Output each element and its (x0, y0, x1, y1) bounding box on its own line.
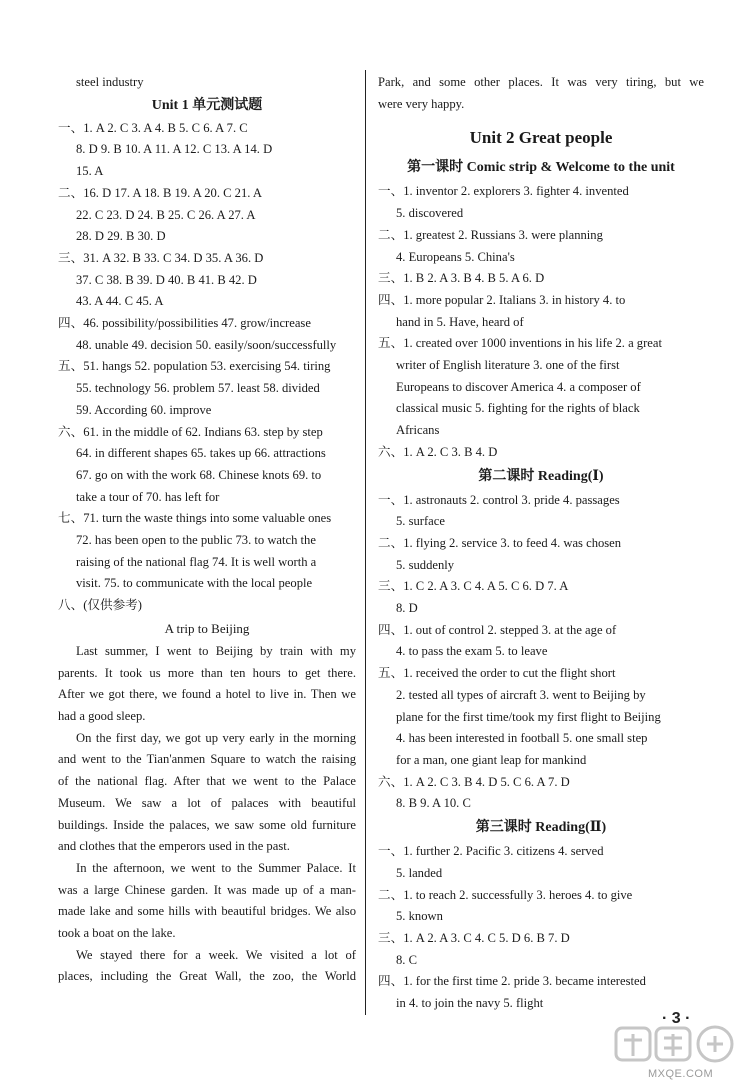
lesson1-heading: 第一课时 Comic strip & Welcome to the unit (407, 160, 675, 176)
essay-line: Museum. We saw a lot of palaces with beautiful (58, 795, 356, 810)
answer-line: 8. B 9. A 10. C (396, 796, 471, 811)
answer-line: 15. A (76, 164, 104, 179)
answer-line: 5. suddenly (396, 557, 455, 572)
answer-line: 二、1. to reach 2. successfully 3. heroes 4. to give (378, 887, 633, 902)
answer-line: 8. C (396, 952, 417, 967)
essay-line: made lake and some hills with beautiful bridges. We also (58, 904, 356, 919)
essay-line: took a boat on the lake. (58, 926, 176, 941)
answer-line: 43. A 44. C 45. A (76, 294, 164, 309)
answer-line: 一、1. astronauts 2. control 3. pride 4. passages (378, 492, 620, 507)
answer-line: 四、46. possibility/possibilities 47. grow/increase (58, 316, 311, 331)
lesson2-heading: 第二课时 Reading(Ⅰ) (478, 468, 604, 484)
answer-line: 三、1. B 2. A 3. B 4. B 5. A 6. D (378, 271, 545, 286)
essay-line: On the first day, we got up very early in the morning (76, 730, 356, 745)
answer-line: 六、61. in the middle of 62. Indians 63. step by step (58, 424, 323, 439)
answer-line: 六、1. A 2. C 3. B 4. D (378, 444, 498, 459)
left-column (58, 72, 356, 988)
essay-line: parents. It took us more than ten hours to get there. (58, 665, 356, 680)
answer-line: 四、1. out of control 2. stepped 3. at the age of (378, 622, 617, 637)
answer-line: plane for the first time/took my first flight to Beijing (396, 709, 661, 724)
answer-line: 22. C 23. D 24. B 25. C 26. A 27. A (76, 207, 256, 222)
answer-line: 8. D (396, 601, 418, 616)
answer-line: 四、1. for the first time 2. pride 3. became interested (378, 974, 646, 989)
answer-line: 8. D 9. B 10. A 11. A 12. C 13. A 14. D (76, 142, 273, 157)
answer-line: classical music 5. fighting for the rights of black (396, 401, 640, 416)
answer-line: 五、1. received the order to cut the flight short (378, 666, 616, 681)
answer-line: 一、1. further 2. Pacific 3. citizens 4. served (378, 844, 604, 859)
answer-line: 二、1. greatest 2. Russians 3. were planning (378, 227, 603, 242)
answer-line: 二、16. D 17. A 18. B 19. A 20. C 21. A (58, 185, 262, 200)
answer-line: 55. technology 56. problem 57. least 58. divided (76, 381, 320, 396)
answer-line: 七、71. turn the waste things into some valuable ones (58, 511, 332, 526)
lesson3-heading: 第三课时 Reading(Ⅱ) (475, 820, 607, 836)
unit1-test-heading: Unit 1 单元测试题 (151, 97, 263, 113)
answer-line: 2. tested all types of aircraft 3. went to Beijing by (396, 687, 646, 702)
answer-line: 28. D 29. B 30. D (76, 229, 166, 244)
essay-line: of the national flag. After that we went to the Palace (58, 774, 356, 789)
answer-line: 4. Europeans 5. China's (396, 249, 515, 264)
essay-line: places, including the Great Wall, the zoo, the World (58, 969, 356, 984)
unit2-heading: Unit 2 Great people (469, 128, 613, 148)
text-line: steel industry (76, 75, 144, 89)
watermark-text: MXQE.COM (648, 1068, 714, 1080)
essay-line: Last summer, I went to Beijing by train with my (76, 643, 356, 658)
answer-line: 5. known (396, 909, 443, 924)
answer-line: Africans (396, 423, 440, 438)
essay-line: was a large Chinese garden. It was made up of a man- (58, 882, 356, 897)
answer-line: 六、1. A 2. C 3. B 4. D 5. C 6. A 7. D (378, 774, 570, 789)
answer-line: 4. to pass the exam 5. to leave (396, 644, 548, 659)
answer-line: 三、1. A 2. A 3. C 4. C 5. D 6. B 7. D (378, 930, 570, 945)
essay-line: Park, and some other places. It was very tiring, but we (378, 75, 704, 89)
answer-line: 五、51. hangs 52. population 53. exercising 54. tiring (58, 359, 331, 374)
answer-line: 4. has been interested in football 5. one small step (396, 731, 648, 746)
answer-line: 五、1. created over 1000 inventions in his life 2. a great (378, 336, 662, 351)
right-column (378, 72, 704, 1015)
essay-line: and went to the Tian'anmen Square to watch the raising (58, 752, 356, 767)
essay-line: were very happy. (378, 96, 465, 111)
essay-title: A trip to Beijing (164, 620, 250, 636)
answer-line: writer of English literature 3. one of the first (396, 358, 620, 373)
answer-line: Europeans to discover America 4. a composer of (396, 379, 641, 394)
answer-line: raising of the national flag 74. It is well worth a (76, 554, 317, 569)
essay-line: and clothes that the emperors used in the past. (58, 839, 290, 854)
answer-line: 四、1. more popular 2. Italians 3. in history 4. to (378, 292, 626, 307)
answer-line: 一、1. inventor 2. explorers 3. fighter 4. invented (378, 184, 629, 199)
answer-line: 67. go on with the work 68. Chinese knots 69. to (76, 467, 322, 482)
answer-line: 二、1. flying 2. service 3. to feed 4. was chosen (378, 535, 622, 550)
essay-line: buildings. Inside the palaces, we saw some old furniture (58, 817, 356, 832)
answer-line: 5. landed (396, 865, 443, 880)
answer-line: 5. surface (396, 514, 445, 529)
answer-line: in 4. to join the navy 5. flight (396, 996, 544, 1011)
page-number: · 3 · (662, 1010, 691, 1027)
column-divider (365, 70, 366, 1015)
answer-line: 59. According 60. improve (76, 402, 212, 417)
answer-line: 三、1. C 2. A 3. C 4. A 5. C 6. D 7. A (378, 579, 569, 594)
answer-line: take a tour of 70. has left for (76, 489, 220, 504)
answer-line: 72. has been open to the public 73. to watch the (76, 533, 316, 548)
answer-line: 64. in different shapes 65. takes up 66. attractions (76, 446, 326, 461)
answer-line: visit. 75. to communicate with the local people (76, 576, 313, 591)
essay-line: In the afternoon, we went to the Summer Palace. It (76, 860, 356, 875)
essay-line: We stayed there for a week. We visited a lot of (76, 947, 356, 962)
answer-line: for a man, one giant leap for mankind (396, 752, 587, 767)
answer-line: 48. unable 49. decision 50. easily/soon/successfully (76, 337, 337, 352)
answer-line: 一、1. A 2. C 3. A 4. B 5. C 6. A 7. C (58, 120, 248, 135)
answer-line: 37. C 38. B 39. D 40. B 41. B 42. D (76, 272, 257, 287)
answer-line: 5. discovered (396, 206, 464, 221)
answer-line: 八、(仅供参考) (58, 598, 142, 613)
essay-line: After we got there, we found a hotel to live in. Then we (58, 687, 356, 702)
answer-line: hand in 5. Have, heard of (396, 314, 524, 329)
answer-line: 三、31. A 32. B 33. C 34. D 35. A 36. D (58, 250, 264, 265)
essay-line: had a good sleep. (58, 708, 146, 723)
